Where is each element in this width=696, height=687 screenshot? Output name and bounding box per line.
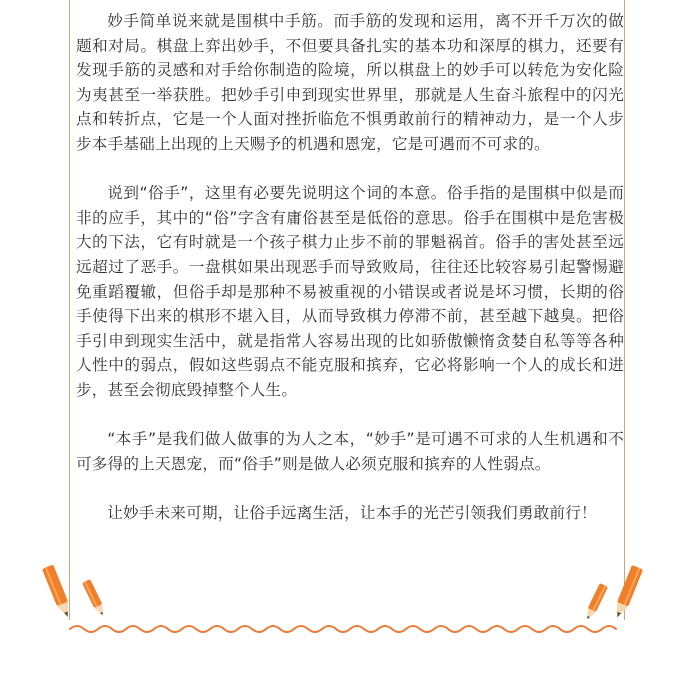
paragraph-closing: 让妙手未来可期，让俗手远离生活，让本手的光芒引领我们勇敢前行！ bbox=[107, 503, 597, 522]
left-large-pencil-icon bbox=[42, 565, 73, 620]
right-large-pencil-icon bbox=[612, 565, 643, 620]
left-small-pencil-icon bbox=[82, 579, 107, 617]
article-body bbox=[76, 9, 624, 525]
paragraph-sushou: 说到“俗手”，这里有必要先说明这个词的本意。俗手指的是围棋中似是而非的应手，其中的“俗”字含有庸俗甚至是低俗的意思。俗手在围棋中是危害极大的下法，它有时就是一个孩子棋力止步不前的罪魁祸首。俗手的害处甚至远远超过了恶手。一盘棋如果出现恶手而导致败局，往往还比较容易引起警惕避免重蹈覆辙，但俗手却是那种不易被重视的小错误或者说是坏习惯，长期的俗手使得下出来的棋形不堪入目，从而导致棋力停滞不前，甚至越下越臭。把俗手引申到现实生活中，就是指常人容易出现的比如骄傲懒惰贪婪自私等等各种人性中的弱点，假如这些弱点不能克服和摈弃，它必将影响一个人的成长和进步，甚至会彻底毁掉整个人生。 bbox=[76, 184, 624, 399]
right-small-pencil-icon bbox=[583, 583, 608, 621]
pencil-wave-decoration bbox=[0, 555, 696, 655]
wavy-border-line bbox=[70, 626, 616, 632]
paragraph-benshou-summary: “本手”是我们做人做事的为人之本，“妙手”是可遇不可求的人生机遇和不可多得的上天恩宠，而“俗手”则是做人必须克服和摈弃的人性弱点。 bbox=[76, 430, 624, 473]
paragraph-miaoshou: 妙手简单说来就是围棋中手筋。而手筋的发现和运用，离不开千万次的做题和对局。棋盘上弈出妙手，不但要具备扎实的基本功和深厚的棋力，还要有发现手筋的灵感和对手给你制造的险境，所以棋盘上的妙手可以转危为安化险为夷甚至一举获胜。把妙手引申到现实世界里，那就是人生奋斗旅程中的闪光点和转折点，它是一个人面对挫折临危不惧勇敢前行的精神动力，是一个人步步本手基础上出现的上天赐予的机遇和恩宠，它是可遇而不可求的。 bbox=[76, 12, 624, 153]
